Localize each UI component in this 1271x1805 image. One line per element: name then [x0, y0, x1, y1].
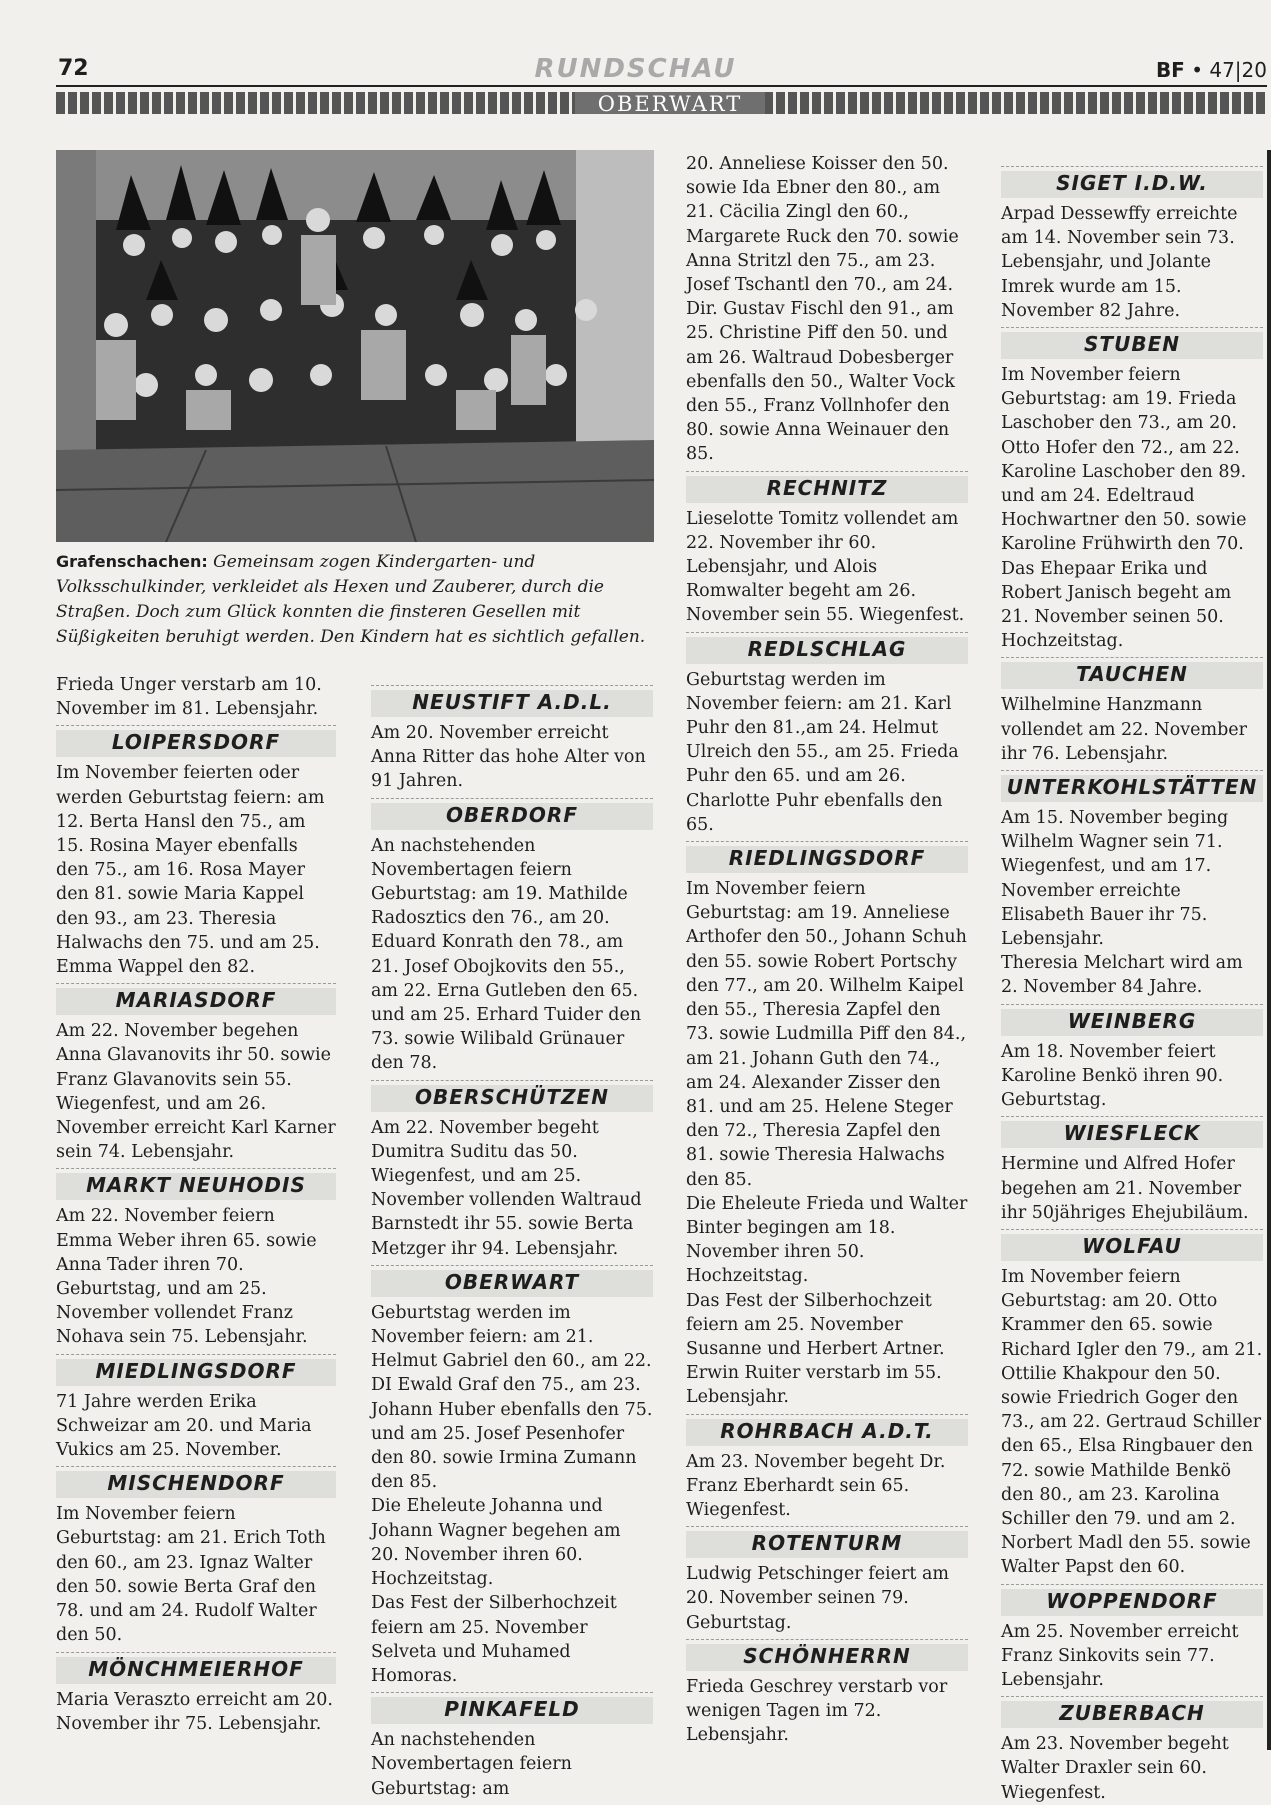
photo-caption: [56, 550, 656, 650]
heading-label: OBERWART: [371, 1270, 653, 1297]
article-paragraph: Am 22. November feiern Emma Weber ihren 65. sowie Anna Tader ihren 70. Geburtstag, und am 25. November vollendet Franz Nohava sein 75. Lebensjahr.: [56, 1206, 317, 1348]
article-paragraph: Am 18. November feiert Karoline Benkö ihren 90. Geburtstag.: [1001, 1041, 1224, 1111]
heading-label: MARIASDORF: [56, 988, 336, 1015]
column-3: [686, 152, 968, 1747]
heading-label: MARKT NEUHODIS: [56, 1173, 336, 1200]
heading-label: ROHRBACH A.D.T.: [686, 1419, 968, 1446]
heading-rotenturm: [686, 1526, 968, 1558]
caption-location: Grafenschachen:: [56, 552, 208, 571]
heading-label: ZUBERBACH: [1001, 1701, 1263, 1728]
article-paragraph: Im November feierten oder werden Geburtstag feiern: am 12. Berta Hansl den 75., am 15. Rosina Mayer ebenfalls den 75., am 16. Rosa Mayer den 81. sowie Maria Kappel den 93., am 23. Theresia Halwachs den 75. und am 25. Emma Wappel den 82.: [56, 763, 325, 978]
heading-label: SIGET I.D.W.: [1001, 171, 1263, 198]
article-paragraph: 20. Anneliese Koisser den 50. sowie Ida Ebner den 80., am 21. Cäcilia Zingl den 60., Margarete Ruck den 70. sowie Anna Stritzl den 75., am 23. Josef Tschantl den 70., am 24. Dir. Gustav Fischl den 91., am 25. Christine Piff den 50. und am 26. Waltraud Dobesberger ebenfalls den 50., Walter Vock den 55., Franz Vollnhofer den 80. sowie Anna Weinauer den 85.: [686, 154, 959, 465]
article-paragraph: Im November feiern Geburtstag: am 21. Erich Toth den 60., am 23. Ignaz Walter den 50. sowie Berta Graf den 78. und am 24. Rudolf Walter den 50.: [56, 1504, 326, 1646]
article-paragraph: Arpad Dessewffy erreichte am 14. November sein 73. Lebensjahr, und Jolante Imrek wurde am 15. November 82 Jahre.: [1001, 204, 1238, 321]
heading-label: PINKAFELD: [371, 1697, 653, 1724]
heading-siget-i-d-w: [1001, 166, 1263, 198]
article-paragraph: Lieselotte Tomitz vollendet am 22. November ihr 60. Lebensjahr, und Alois Romwalter begeht am 26. November sein 55. Wiegenfest.: [686, 508, 965, 626]
heading-label: TAUCHEN: [1001, 662, 1263, 689]
page-number: 72: [58, 56, 89, 81]
heading-label: WEINBERG: [1001, 1009, 1263, 1036]
issue-brand: BF: [1155, 58, 1185, 82]
heading-oberdorf: [371, 798, 653, 830]
article-paragraph: Erwin Ruiter verstarb im 55. Lebensjahr.: [686, 1363, 942, 1408]
heading-label: OBERSCHÜTZEN: [371, 1085, 653, 1112]
heading-woppendorf: [1001, 1584, 1263, 1616]
heading-rohrbach-a-d-t: [686, 1414, 968, 1446]
region-title: OBERWART: [575, 92, 765, 114]
heading-label: RECHNITZ: [686, 476, 968, 503]
article-paragraph: Theresia Melchart wird am 2. November 84 Jahre.: [1001, 953, 1243, 998]
caption-text: Gemeinsam zogen Kindergarten- und Volksschulkinder, verkleidet als Hexen und Zauberer, durch die Straßen. Doch zum Glück konnten die finsteren Gesellen mit Süßigkeiten beruhigt werden. Den Kindern hat es sichtlich gefallen.: [56, 552, 646, 647]
column-4: [1001, 162, 1263, 1805]
heading-label: ROTENTURM: [686, 1531, 968, 1558]
heading-mariasdorf: [56, 983, 336, 1015]
heading-wolfau: [1001, 1229, 1263, 1261]
heading-tauchen: [1001, 657, 1263, 689]
heading-label: UNTERKOHLSTÄTTEN: [1001, 775, 1263, 802]
article-paragraph: 71 Jahre werden Erika Schweizar am 20. und Maria Vukics am 25. November.: [56, 1391, 312, 1461]
heading-mischendorf: [56, 1466, 336, 1498]
heading-pinkafeld: [371, 1692, 653, 1724]
photo-drawing: [56, 150, 654, 542]
heading-label: WIESFLECK: [1001, 1121, 1263, 1148]
heading-label: SCHÖNHERRN: [686, 1644, 968, 1671]
heading-label: MÖNCHMEIERHOF: [56, 1657, 336, 1684]
heading-stuben: [1001, 327, 1263, 359]
article-paragraph: Ludwig Petschinger feiert am 20. November seinen 79. Geburtstag.: [686, 1564, 949, 1633]
section-title: RUNDSCHAU: [534, 54, 737, 84]
article-paragraph: Im November feiern Geburtstag: am 19. Frieda Laschober den 73., am 20. Otto Hofer den 72., am 22. Karoline Laschober den 89. und am 24. Edeltraud Hochwartner den 50. sowie Karoline Frühwirth den 70.: [1001, 365, 1247, 555]
article-paragraph: Die Eheleute Johanna und Johann Wagner begehen am 20. November ihren 60. Hochzeitstag.: [371, 1496, 621, 1590]
article-paragraph: Frieda Geschrey verstarb vor wenigen Tagen im 72. Lebensjahr.: [686, 1676, 948, 1746]
article-paragraph: Im November feiern Geburtstag: am 20. Otto Krammer den 65. sowie Richard Igler den 79., am 21. Ottilie Khakpour den 50. sowie Friedrich Goger den 73., am 22. Gertraud Schiller den 65., Elsa Ringbauer den 72. sowie Mathilde Benkö den 80., am 23. Karolina Schiller den 79. und am 2. Norbert Madl den 55. sowie Walter Papst den 60.: [1001, 1266, 1263, 1578]
heading-markt-neuhodis: [56, 1168, 336, 1200]
article-paragraph: Das Fest der Silberhochzeit feiern am 25. November Susanne und Herbert Artner.: [686, 1290, 945, 1359]
article-paragraph: Geburtstag werden im November feiern: am 21. Karl Puhr den 81.,am 24. Helmut Ulreich den 55., am 25. Frieda Puhr den 65. und am 26. Charlotte Puhr ebenfalls den 65.: [686, 669, 959, 835]
article-paragraph: Wilhelmine Hanzmann vollendet am 22. November ihr 76. Lebensjahr.: [1001, 695, 1247, 764]
article-paragraph: Am 23. November begeht Dr. Franz Eberhardt sein 65. Wiegenfest.: [686, 1451, 946, 1520]
heading-unterkohlstatten: [1001, 770, 1263, 802]
heading-label: RIEDLINGSDORF: [686, 846, 968, 873]
article-paragraph: Maria Veraszto erreicht am 20. November ihr 75. Lebensjahr.: [56, 1689, 333, 1734]
issue-number: • 47|20: [1191, 58, 1267, 82]
heading-zuberbach: [1001, 1696, 1263, 1728]
heading-label: MISCHENDORF: [56, 1471, 336, 1498]
article-paragraph: An nachstehenden Novembertagen feiern Geburtstag: am: [371, 1730, 572, 1799]
article-paragraph: Frieda Unger verstarb am 10. November im 81. Lebensjahr.: [56, 675, 322, 720]
issue-info: [1156, 58, 1267, 82]
article-paragraph: Am 22. November begehen Anna Glavanovits ihr 50. sowie Franz Glavanovits sein 55. Wiegenfest, und am 26. November erreicht Karl Karner sein 74. Lebensjahr.: [56, 1021, 336, 1163]
heading-oberschutzen: [371, 1080, 653, 1112]
article-paragraph: Am 15. November beging Wilhelm Wagner sein 71. Wiegenfest, und am 17. November erreichte Elisabeth Bauer ihr 75. Lebensjahr.: [1001, 808, 1229, 950]
heading-label: REDLSCHLAG: [686, 637, 968, 664]
article-paragraph: Am 20. November erreicht Anna Ritter das hohe Alter von 91 Jahren.: [371, 723, 646, 792]
photo-children-costumes: [56, 150, 654, 542]
heading-oberwart: [371, 1265, 653, 1297]
heading-wiesfleck: [1001, 1116, 1263, 1148]
heading-label: WOLFAU: [1001, 1234, 1263, 1261]
article-paragraph: Im November feiern Geburtstag: am 19. Anneliese Arthofer den 50., Johann Schuh den 55. sowie Robert Portschy den 77., am 20. Wilhelm Kaipel den 55., Theresia Zapfel den 73. sowie Ludmilla Piff den 84., am 21. Johann Guth den 74., am 24. Alexander Zisser den 81. und am 25. Helene Steger den 72., Theresia Zapfel den 81. sowie Theresia Halwachs den 85.: [686, 879, 967, 1190]
heading-weinberg: [1001, 1004, 1263, 1036]
article-paragraph: Das Ehepaar Erika und Robert Janisch begeht am 21. November seinen 50. Hochzeitstag.: [1001, 558, 1232, 652]
heading-label: NEUSTIFT A.D.L.: [371, 690, 653, 717]
header-rule: [56, 85, 1267, 87]
heading-monchmeierhof: [56, 1652, 336, 1684]
column-1: [56, 673, 336, 1736]
heading-label: OBERDORF: [371, 803, 653, 830]
heading-riedlingsdorf: [686, 841, 968, 873]
article-paragraph: Am 23. November begeht Walter Draxler sein 60. Wiegenfest.: [1001, 1734, 1229, 1803]
heading-miedlingsdorf: [56, 1354, 336, 1386]
column-2: [371, 681, 653, 1801]
heading-label: WOPPENDORF: [1001, 1589, 1263, 1616]
heading-neustift-a-d-l: [371, 685, 653, 717]
article-paragraph: Das Fest der Silberhochzeit feiern am 25. November Selveta und Muhamed Homoras.: [371, 1593, 617, 1686]
heading-rechnitz: [686, 471, 968, 503]
article-paragraph: Die Eheleute Frieda und Walter Binter begingen am 18. November ihren 50. Hochzeitstag.: [686, 1193, 968, 1287]
heading-redlschlag: [686, 632, 968, 664]
article-paragraph: Hermine und Alfred Hofer begehen am 21. November ihr 50jähriges Ehejubiläum.: [1001, 1154, 1249, 1223]
heading-label: MIEDLINGSDORF: [56, 1359, 336, 1386]
page-edge: [1267, 150, 1271, 1750]
article-paragraph: Am 25. November erreicht Franz Sinkovits sein 77. Lebensjahr.: [1001, 1621, 1239, 1690]
heading-schonherrn: [686, 1639, 968, 1671]
article-paragraph: Geburtstag werden im November feiern: am 21. Helmut Gabriel den 60., am 22. DI Ewald Graf den 75., am 23. Johann Huber ebenfalls den 75. und am 25. Josef Pesenhofer den 80. sowie Irmina Zumann den 85.: [371, 1302, 653, 1493]
article-paragraph: An nachstehenden Novembertagen feiern Geburtstag: am 19. Mathilde Radosztics den 76., am 20. Eduard Konrath den 78., am 21. Josef Obojkovits den 55., am 22. Erna Gutleben den 65. und am 25. Erhard Tuider den 73. sowie Wilibald Grünauer den 78.: [371, 835, 642, 1074]
heading-loipersdorf: [56, 725, 336, 757]
heading-label: LOIPERSDORF: [56, 730, 336, 757]
article-paragraph: Am 22. November begeht Dumitra Suditu das 50. Wiegenfest, und am 25. November vollenden Waltraud Barnstedt ihr 55. sowie Berta Metzger ihr 94. Lebensjahr.: [371, 1117, 642, 1259]
heading-label: STUBEN: [1001, 332, 1263, 359]
